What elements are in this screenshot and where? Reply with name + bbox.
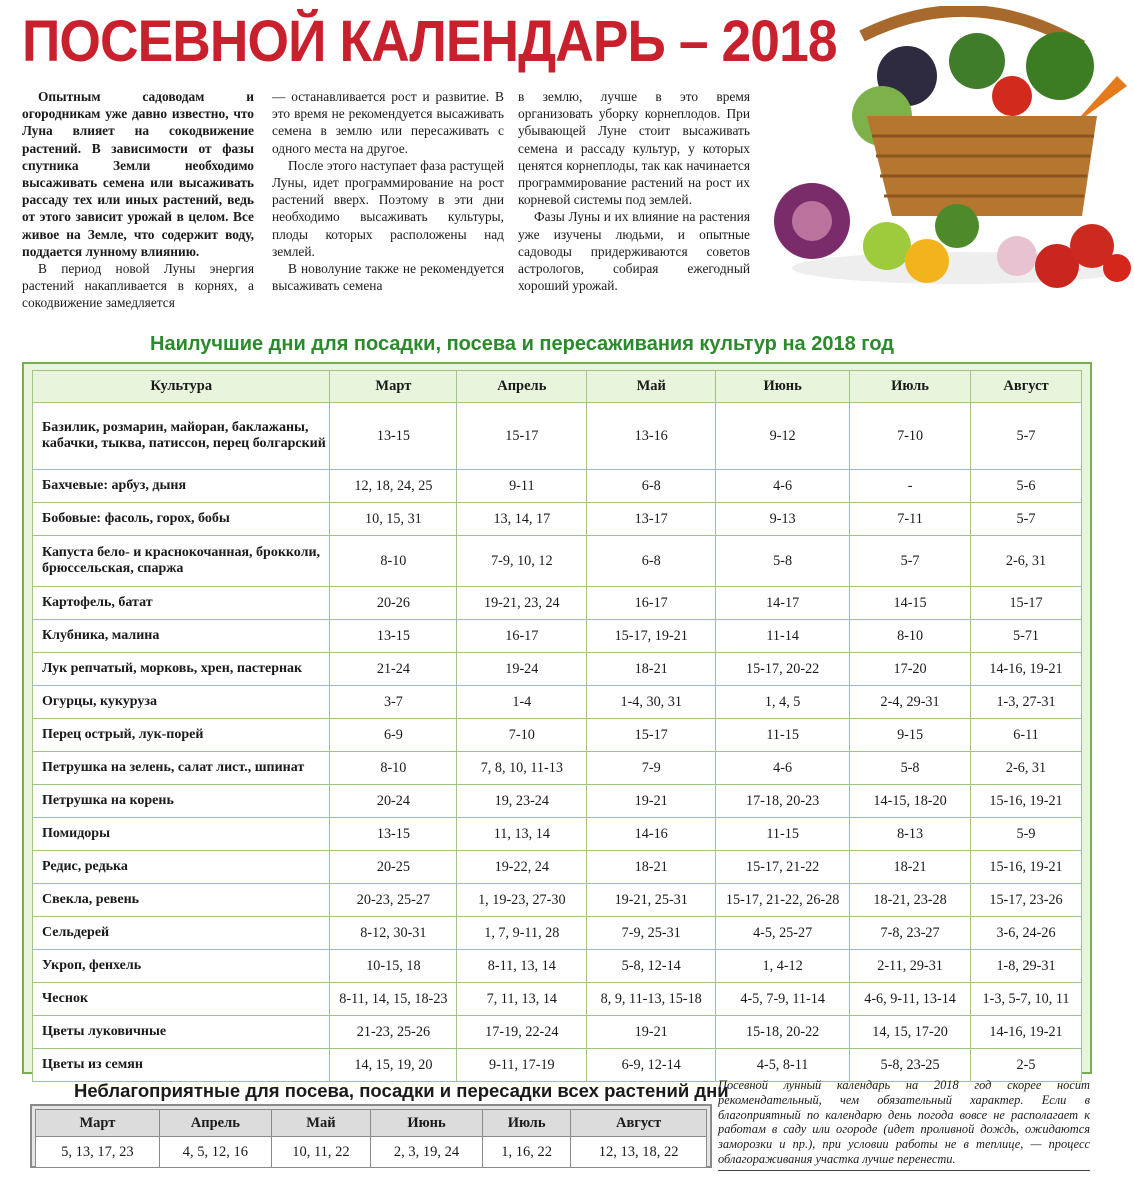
crop-name: Лук репчатый, морковь, хрен, пастернак <box>33 653 330 686</box>
day-cell: 15-18, 20-22 <box>716 1016 850 1049</box>
day-cell: 13-17 <box>587 503 716 536</box>
day-cell: 4-5, 25-27 <box>716 917 850 950</box>
day-cell: 15-17 <box>587 719 716 752</box>
day-cell: 2-5 <box>971 1049 1082 1082</box>
day-cell: 14, 15, 19, 20 <box>330 1049 457 1082</box>
table-row <box>33 620 1082 653</box>
day-cell: 15-17, 21-22, 26-28 <box>716 884 850 917</box>
day-cell: 13-15 <box>330 403 457 470</box>
column-header: Июль <box>850 371 971 403</box>
article-text <box>22 88 762 324</box>
day-cell: 15-17, 19-21 <box>587 620 716 653</box>
day-cell: 4-6, 9-11, 13-14 <box>850 983 971 1016</box>
day-cell: 14-16 <box>587 818 716 851</box>
day-cell: 9-11 <box>457 470 587 503</box>
table-row <box>33 470 1082 503</box>
day-cell: 7, 11, 13, 14 <box>457 983 587 1016</box>
day-cell: 18-21 <box>587 653 716 686</box>
day-cell: 5-6 <box>971 470 1082 503</box>
footnote: Посевной лунный календарь на 2018 год скорее носит рекомендательный, чем обязательный характер. Если в благоприятный по календарю день погода вовсе не располагает к работам в саду или огороде (идет проливной дождь, ожидаются заморозки и пр.), при условии работы не в теплице, — процесс облагораживания участка лучше перенести. <box>718 1078 1090 1171</box>
article-paragraph: в землю, лучше в это время организовать уборку корнеплодов. При убывающей Луне стоит высаживать семена и рассаду культур, у которых ценятся корнеплоды, так как начинается программирование растений на рост их корневой системы под землей. <box>518 89 750 208</box>
day-cell: 1-3, 27-31 <box>971 686 1082 719</box>
day-cell: 19-21 <box>587 785 716 818</box>
table-row <box>33 851 1082 884</box>
day-cell: 2-4, 29-31 <box>850 686 971 719</box>
day-cell: 14-17 <box>716 587 850 620</box>
day-cell: 9-13 <box>716 503 850 536</box>
table-row <box>33 503 1082 536</box>
table-row <box>33 818 1082 851</box>
day-cell: 5-9 <box>971 818 1082 851</box>
day-cell: 1-3, 5-7, 10, 11 <box>971 983 1082 1016</box>
crop-name: Чеснок <box>33 983 330 1016</box>
day-cell: 5-8, 23-25 <box>850 1049 971 1082</box>
day-cell: 8-11, 14, 15, 18-23 <box>330 983 457 1016</box>
day-cell: 6-8 <box>587 536 716 587</box>
day-cell: 14-15, 18-20 <box>850 785 971 818</box>
article-paragraph: В период новой Луны энергия растений накапливается в корнях, а сокодвижение замедляется <box>22 261 254 311</box>
article-paragraph: После этого наступает фаза растущей Луны, идет программирование на рост растений вверх. Поэтому в эти дни необходимо высаживать культуры, плоды которых расположены над землей. <box>272 157 504 259</box>
table-row <box>33 587 1082 620</box>
unfavorable-days-heading: Неблагоприятные для посева, посадки и пересадки всех растений дни <box>74 1080 729 1101</box>
day-cell: 15-17, 20-22 <box>716 653 850 686</box>
day-cell: 19-21 <box>587 1016 716 1049</box>
day-cell: 3-7 <box>330 686 457 719</box>
day-cell: 13-16 <box>587 403 716 470</box>
day-cell: 11-15 <box>716 818 850 851</box>
day-cell: 9-12 <box>716 403 850 470</box>
day-cell: 1-4 <box>457 686 587 719</box>
day-cell: 6-11 <box>971 719 1082 752</box>
day-cell: 16-17 <box>457 620 587 653</box>
crop-name: Петрушка на корень <box>33 785 330 818</box>
day-cell: 1, 4, 5 <box>716 686 850 719</box>
day-cell: 5-8 <box>850 752 971 785</box>
column-header: Июнь <box>371 1110 483 1137</box>
column-header: Культура <box>33 371 330 403</box>
column-header: Март <box>36 1110 160 1137</box>
crop-name: Бобовые: фасоль, горох, бобы <box>33 503 330 536</box>
day-cell: 7-10 <box>850 403 971 470</box>
column-header: Май <box>587 371 716 403</box>
day-cell: 13-15 <box>330 620 457 653</box>
table-row <box>33 917 1082 950</box>
day-cell: 18-21 <box>850 851 971 884</box>
table-row <box>33 884 1082 917</box>
day-cell: 4-5, 7-9, 11-14 <box>716 983 850 1016</box>
table-row <box>33 653 1082 686</box>
article-column-1 <box>22 88 254 312</box>
day-cell: 7-9, 10, 12 <box>457 536 587 587</box>
day-cell: 8-13 <box>850 818 971 851</box>
day-cell: 19-21, 23, 24 <box>457 587 587 620</box>
column-header: Июль <box>483 1110 571 1137</box>
day-cell: 3-6, 24-26 <box>971 917 1082 950</box>
day-cell: 7-9, 25-31 <box>587 917 716 950</box>
day-cell: 1, 7, 9-11, 28 <box>457 917 587 950</box>
day-cell: 11-14 <box>716 620 850 653</box>
column-header: Август <box>971 371 1082 403</box>
day-cell: 15-17, 21-22 <box>716 851 850 884</box>
article-paragraph: Фазы Луны и их влияние на растения уже изучены людьми, и опытные садоводы придерживаются советов астрологов, собирая ежегодный хороший урожай. <box>518 209 750 294</box>
article-paragraph: В новолуние также не рекомендуется высаживать семена <box>272 261 504 294</box>
day-cell: - <box>850 470 971 503</box>
day-cell: 12, 18, 24, 25 <box>330 470 457 503</box>
table-row <box>33 950 1082 983</box>
day-cell: 7-8, 23-27 <box>850 917 971 950</box>
day-cell: 4-5, 8-11 <box>716 1049 850 1082</box>
table-row <box>33 686 1082 719</box>
day-cell: 14-16, 19-21 <box>971 653 1082 686</box>
day-cell: 5-7 <box>850 536 971 587</box>
day-cell: 1, 16, 22 <box>483 1137 571 1168</box>
day-cell: 19-24 <box>457 653 587 686</box>
day-cell: 14-16, 19-21 <box>971 1016 1082 1049</box>
crop-name: Свекла, ревень <box>33 884 330 917</box>
table-row <box>33 752 1082 785</box>
day-cell: 19-21, 25-31 <box>587 884 716 917</box>
day-cell: 7-9 <box>587 752 716 785</box>
crop-name: Картофель, батат <box>33 587 330 620</box>
crop-name: Петрушка на зелень, салат лист., шпинат <box>33 752 330 785</box>
crop-name: Помидоры <box>33 818 330 851</box>
vegetable-basket-image <box>772 6 1134 296</box>
day-cell: 6-9 <box>330 719 457 752</box>
day-cell: 19-22, 24 <box>457 851 587 884</box>
day-cell: 8-12, 30-31 <box>330 917 457 950</box>
day-cell: 7-10 <box>457 719 587 752</box>
day-cell: 15-16, 19-21 <box>971 851 1082 884</box>
day-cell: 8-11, 13, 14 <box>457 950 587 983</box>
day-cell: 13-15 <box>330 818 457 851</box>
day-cell: 17-20 <box>850 653 971 686</box>
day-cell: 15-17, 23-26 <box>971 884 1082 917</box>
day-cell: 8-10 <box>330 752 457 785</box>
day-cell: 2, 3, 19, 24 <box>371 1137 483 1168</box>
day-cell: 5-8, 12-14 <box>587 950 716 983</box>
crop-name: Цветы луковичные <box>33 1016 330 1049</box>
day-cell: 18-21 <box>587 851 716 884</box>
table-row <box>36 1137 707 1168</box>
article-column-2 <box>272 88 504 294</box>
best-days-table <box>32 370 1082 1082</box>
crop-name: Капуста бело- и краснокочанная, брокколи, брюссельская, спаржа <box>33 536 330 587</box>
crop-name: Перец острый, лук-порей <box>33 719 330 752</box>
table-row <box>33 785 1082 818</box>
day-cell: 2-6, 31 <box>971 752 1082 785</box>
table-row <box>33 719 1082 752</box>
table-row <box>33 1049 1082 1082</box>
main-table-heading: Наилучшие дни для посадки, посева и пересаживания культур на 2018 год <box>150 333 894 355</box>
day-cell: 17-18, 20-23 <box>716 785 850 818</box>
day-cell: 5-7 <box>971 403 1082 470</box>
table-row <box>33 1016 1082 1049</box>
day-cell: 4-6 <box>716 470 850 503</box>
day-cell: 16-17 <box>587 587 716 620</box>
table-header-row <box>36 1110 707 1137</box>
crop-name: Бахчевые: арбуз, дыня <box>33 470 330 503</box>
day-cell: 20-25 <box>330 851 457 884</box>
day-cell: 15-17 <box>971 587 1082 620</box>
column-header: Август <box>571 1110 707 1137</box>
day-cell: 12, 13, 18, 22 <box>571 1137 707 1168</box>
day-cell: 9-15 <box>850 719 971 752</box>
day-cell: 4-6 <box>716 752 850 785</box>
day-cell: 1, 19-23, 27-30 <box>457 884 587 917</box>
day-cell: 11, 13, 14 <box>457 818 587 851</box>
crop-name: Огурцы, кукуруза <box>33 686 330 719</box>
day-cell: 21-24 <box>330 653 457 686</box>
day-cell: 1, 4-12 <box>716 950 850 983</box>
table-row <box>33 983 1082 1016</box>
day-cell: 4, 5, 12, 16 <box>159 1137 271 1168</box>
crop-name: Цветы из семян <box>33 1049 330 1082</box>
day-cell: 1-4, 30, 31 <box>587 686 716 719</box>
day-cell: 20-23, 25-27 <box>330 884 457 917</box>
day-cell: 11-15 <box>716 719 850 752</box>
day-cell: 5, 13, 17, 23 <box>36 1137 160 1168</box>
day-cell: 8-10 <box>850 620 971 653</box>
table-header-row <box>33 371 1082 403</box>
page-title: ПОСЕВНОЙ КАЛЕНДАРЬ – 2018 <box>22 9 837 74</box>
day-cell: 5-7 <box>971 503 1082 536</box>
day-cell: 10, 11, 22 <box>271 1137 370 1168</box>
article-paragraph: — останавливается рост и развитие. В это время не рекомендуется высаживать семена в землю или пересаживать с одного места на другое. <box>272 89 504 156</box>
article-paragraph: Опытным садоводам и огородникам уже давно известно, что Луна влияет на сокодвижение растений. В зависимости от фазы спутника Земли необходимо высаживать семена или высаживать рассаду тех или иных растений, ведь от этого зависит урожай в целом. Все живое на Земле, что содержит воду, поддается лунному влиянию. <box>22 89 254 259</box>
day-cell: 9-11, 17-19 <box>457 1049 587 1082</box>
day-cell: 6-8 <box>587 470 716 503</box>
day-cell: 2-6, 31 <box>971 536 1082 587</box>
column-header: Май <box>271 1110 370 1137</box>
article-column-3 <box>518 88 750 294</box>
day-cell: 19, 23-24 <box>457 785 587 818</box>
day-cell: 7, 8, 10, 11-13 <box>457 752 587 785</box>
column-header: Апрель <box>159 1110 271 1137</box>
day-cell: 21-23, 25-26 <box>330 1016 457 1049</box>
crop-name: Сельдерей <box>33 917 330 950</box>
crop-name: Клубника, малина <box>33 620 330 653</box>
crop-name: Базилик, розмарин, майоран, баклажаны, кабачки, тыква, патиссон, перец болгарский <box>33 403 330 470</box>
day-cell: 15-17 <box>457 403 587 470</box>
day-cell: 5-71 <box>971 620 1082 653</box>
day-cell: 17-19, 22-24 <box>457 1016 587 1049</box>
crop-name: Редис, редька <box>33 851 330 884</box>
crop-name: Укроп, фенхель <box>33 950 330 983</box>
day-cell: 2-11, 29-31 <box>850 950 971 983</box>
unfavorable-days-table <box>35 1109 707 1168</box>
day-cell: 5-8 <box>716 536 850 587</box>
best-days-table-frame <box>22 362 1092 1074</box>
day-cell: 7-11 <box>850 503 971 536</box>
day-cell: 6-9, 12-14 <box>587 1049 716 1082</box>
day-cell: 10-15, 18 <box>330 950 457 983</box>
column-header: Апрель <box>457 371 587 403</box>
day-cell: 1-8, 29-31 <box>971 950 1082 983</box>
table-row <box>33 403 1082 470</box>
day-cell: 18-21, 23-28 <box>850 884 971 917</box>
day-cell: 8-10 <box>330 536 457 587</box>
day-cell: 14, 15, 17-20 <box>850 1016 971 1049</box>
column-header: Июнь <box>716 371 850 403</box>
day-cell: 14-15 <box>850 587 971 620</box>
day-cell: 10, 15, 31 <box>330 503 457 536</box>
column-header: Март <box>330 371 457 403</box>
day-cell: 15-16, 19-21 <box>971 785 1082 818</box>
unfavorable-days-table-frame <box>30 1104 712 1168</box>
day-cell: 20-26 <box>330 587 457 620</box>
day-cell: 20-24 <box>330 785 457 818</box>
day-cell: 13, 14, 17 <box>457 503 587 536</box>
day-cell: 8, 9, 11-13, 15-18 <box>587 983 716 1016</box>
table-row <box>33 536 1082 587</box>
